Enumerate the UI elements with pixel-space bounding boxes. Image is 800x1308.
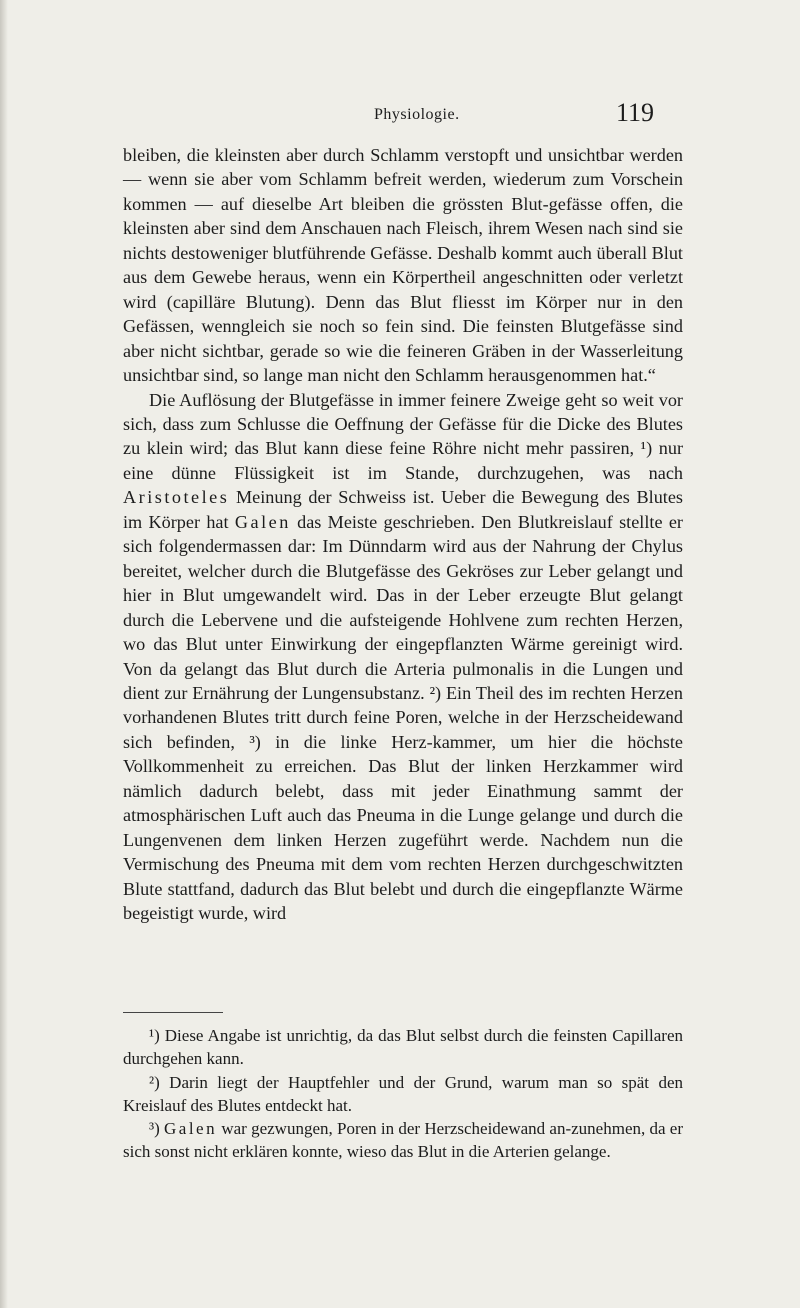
footnote-3 (123, 1117, 683, 1164)
page-header (0, 96, 800, 132)
paragraph-continuation (123, 143, 683, 388)
body-text (123, 143, 683, 926)
paragraph-text: Ein Theil des im rechten Herzen vorhandenen Blutes tritt durch feine Poren, welche in der Herzscheidewand sich befinden, (123, 682, 683, 752)
page-number: 119 (616, 98, 655, 127)
footnote-mark: ³) (149, 1119, 160, 1139)
footnote-1 (123, 1024, 683, 1071)
footnote-divider (123, 1012, 223, 1013)
footnotes (123, 1024, 683, 1164)
footnote-text: Diese Angabe ist unrichtig, da das Blut selbst durch die feinsten Capillaren durchgehen kann. (123, 1026, 683, 1069)
running-head: Physiologie. (374, 106, 460, 123)
footnote-text: Darin liegt der Hauptfehler und der Grund, warum man so spät den Kreislauf des Blutes entdeckt hat. (123, 1072, 683, 1115)
paragraph-text: nur eine dünne Flüssigkeit ist im Stande, durchzugehen, was nach (123, 438, 683, 483)
footnote-mark: ²) (149, 1072, 160, 1092)
footnote-mark: ¹) (149, 1026, 160, 1045)
paragraph-text: Meinung der Schweiss ist. Ueber die Bewegung des Blutes im Körper hat (123, 487, 683, 532)
name-galen: Galen (234, 511, 291, 532)
paragraph-text: in die linke Herz-kammer, um hier die höchste Vollkommenheit zu erreichen. Das Blut der linken Herzkammer wird nämlich dadurch belebt, dass mit jeder Einathmung sammt der atmosphärischen Luft auch das Pneuma in die Lunge gelange und durch die Lungenvenen dem linken Herzen zugeführt werde. Nachdem nun die Vermischung des Pneuma mit dem vom rechten Herzen durchgeschwitzten Blute stattfand, dadurch das Blut belebt und durch die eingepflanzte Wärme begeistigt wurde, wird (123, 731, 683, 924)
footnote-text: war gezwungen, Poren in der Herzscheidewand an-zunehmen, da er sich sonst nicht erklären konnte, wieso das Blut in die Arterien gelange. (123, 1119, 683, 1162)
name-aristoteles: Aristoteles (123, 487, 230, 508)
footnote-ref-1: ¹) (640, 438, 653, 459)
footnote-ref-2: ²) (429, 682, 442, 703)
paragraph-text: das Meiste geschrieben. Den Blutkreislauf stellte er sich folgendermassen dar: Im Dünndarm wird aus der Nahrung der Chylus bereitet, welcher durch die Blutgefässe des Gekröses zur Leber gelangt und hier in Blut umgewandelt wird. Das in der Leber erzeugte Blut gelangt durch die Lebervene und die aufsteigende Hohlvene zum rechten Herzen, wo das Blut unter Einwirkung der eingepflanzten Wärme gereinigt wird. Von da gelangt das Blut durch die Arteria pulmonalis in die Lungen und dient zur Ernährung der Lungensubstanz. (123, 511, 683, 703)
footnote-2 (123, 1071, 683, 1118)
name-galen: Galen (164, 1119, 218, 1139)
paragraph-text: Die Auflösung der Blutgefässe in immer feinere Zweige geht so weit vor sich, dass zum Schlusse die Oeffnung der Gefässe für die Dicke des Blutes zu klein wird; das Blut kann diese feine Röhre nicht mehr passiren, (123, 389, 683, 459)
page-binding-edge (0, 0, 8, 1308)
paragraph-text: bleiben, die kleinsten aber durch Schlamm verstopft und unsichtbar werden — wenn sie aber vom Schlamm befreit werden, wiederum zum Vorschein kommen — auf dieselbe Art bleiben die grössten Blut-gefässe offen, die kleinsten aber sind dem Anschauen nach Fleisch, ihrem Wesen nach sind sie nichts destoweniger blutführende Gefässe. Deshalb kommt auch überall Blut aus dem Gewebe heraus, wenn ein Körpertheil angeschnitten oder verletzt wird (capilläre Blutung). Denn das Blut fliesst im Körper nur in den Gefässen, wenngleich sie noch so fein sind. Die feinsten Blutgefässe sind aber nicht sichtbar, gerade so wie die feineren Gräben in der Wasserleitung unsichtbar sind, so lange man nicht den Schlamm herausgenommen hat.“ (123, 145, 683, 386)
paragraph-blood-circulation (123, 388, 683, 926)
footnote-ref-3: ³) (249, 731, 261, 752)
